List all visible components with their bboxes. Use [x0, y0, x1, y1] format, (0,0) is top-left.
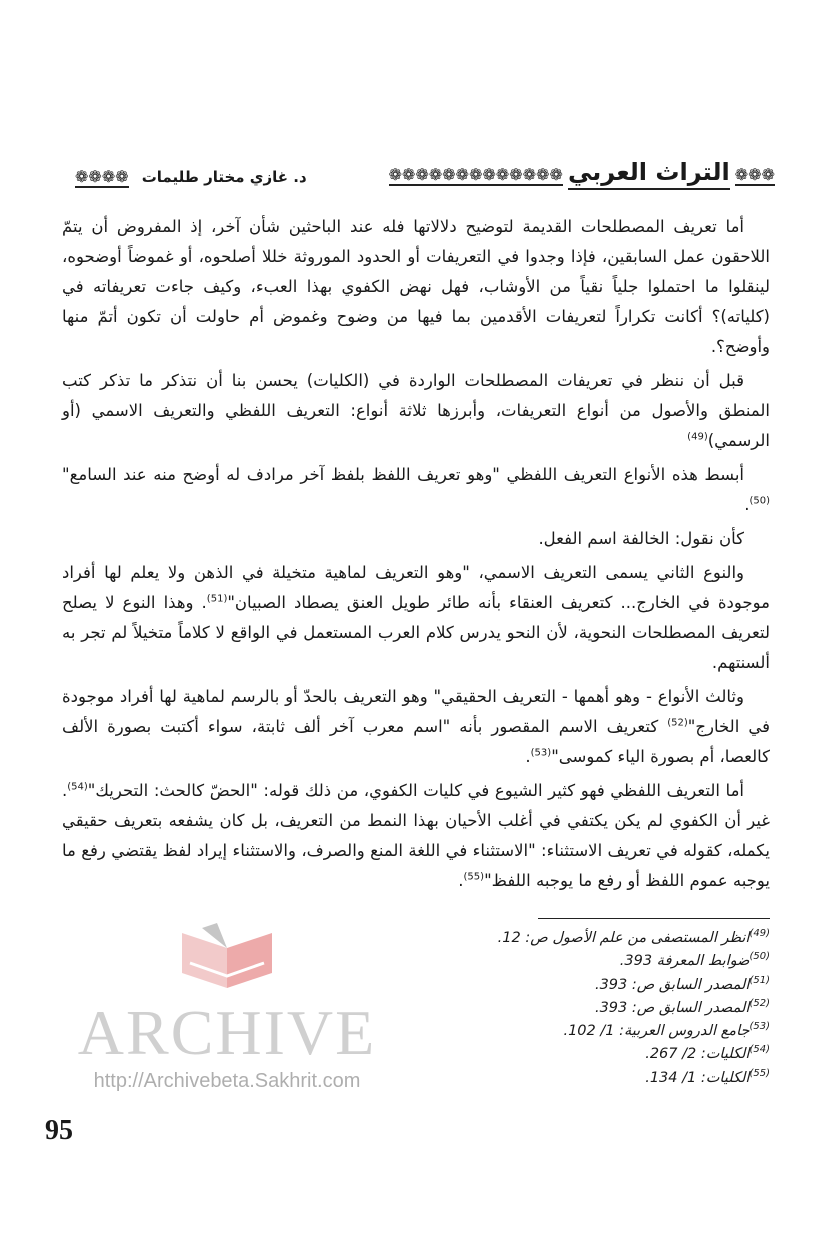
paragraph-text: والنوع الثاني يسمى التعريف الاسمي، "وهو التعريف لماهية متخيلة في الذهن ولا يعلم لها أفراد موجودة في الخارج... كتعريف العنقاء بأنه طائر طويل العنق يصطاد الصبيان" — [62, 563, 770, 612]
paragraph-text: قبل أن ننظر في تعريفات المصطلحات الواردة في (الكليات) يحسن بنا أن نتذكر ما تذكر كتب المنطق والأصول من أنواع التعريفات، وأبرزها ثلاثة أنواع: التعريف اللفظي والتعريف الاسمي (أو الرسمي) — [62, 371, 770, 450]
ornament-stars: ❁❁❁❁ — [75, 167, 129, 186]
footnotes — [497, 927, 770, 1090]
footnote-number: (53) — [749, 1021, 770, 1033]
footnote — [520, 974, 770, 997]
footnote-number: (50) — [749, 951, 770, 963]
footnote-text: انظر المستصفى من علم الأصول ص: 12. — [497, 930, 750, 946]
paragraph — [62, 366, 770, 456]
footnotes-column — [497, 918, 770, 1090]
author-name: د. غازي مختار طليمات — [141, 168, 307, 186]
paragraph-text: كتعريف الاسم المقصور بأنه "اسم معرب آخر ألف ثابتة، سواء أكتبت بصورة الألف كالعصا، أم بصورة الياء كموسى" — [62, 717, 770, 766]
paragraph-text: أما التعريف اللفظي فهو كثير الشيوع في كليات الكفوي، من ذلك قوله: "الحضّ كالحث: التحريك" — [87, 781, 744, 800]
paragraph-text: . وهذا النوع لا يصلح لتعريف المصطلحات النحوية، لأن النحو يدرس كلام العرب المستعمل في الواقع لا كلاماً متخيلاً لم تجر به ألسنتهم. — [62, 593, 770, 672]
watermark-text: ARCHIVE — [77, 997, 377, 1068]
ornament-stars: ❁❁❁❁❁❁❁❁❁❁❁❁❁ — [388, 165, 563, 184]
archive-book-logo-icon — [172, 918, 282, 998]
paragraph — [62, 524, 770, 554]
footnote — [520, 1067, 770, 1090]
footnote-number: (49) — [749, 928, 770, 940]
footnote-ref: (50) — [749, 495, 770, 507]
paragraph — [62, 460, 770, 520]
footnote-number: (51) — [749, 974, 770, 986]
paragraph — [62, 558, 770, 678]
page-number: 95 — [45, 1115, 73, 1146]
paragraph — [62, 212, 770, 362]
footnote-ref: (53) — [530, 747, 552, 759]
footnote — [520, 1043, 770, 1066]
ornament-stars: ❁❁❁ — [734, 165, 775, 184]
footnote-text: ضوابط المعرفة 393. — [619, 953, 750, 970]
footnote-text: جامع الدروس العربية: 1/ 102. — [563, 1023, 750, 1040]
journal-title: التراث العربي — [568, 158, 730, 190]
paragraph-text: . غير أن الكفوي لم يكن يكتفي في أغلب الأحيان بهذا النمط من التعريف، بل كان يشفعه بتعريف حقيقي يكمله، كقوله في تعريف الاستثناء: "الاستثناء في اللغة المنع والصرف، والاستثناء إيراد لفظ يقتضي رفع ما يوجبه عموم اللفظ أو رفع ما يوجبه اللفظ" — [62, 781, 770, 890]
footnote-number: (54) — [749, 1044, 770, 1056]
header-title-group — [389, 158, 775, 186]
footnote-text: المصدر السابق ص: 393. — [594, 976, 750, 993]
paragraph-text: كأن نقول: الخالفة اسم الفعل. — [538, 529, 744, 548]
paragraph-text: . — [458, 871, 464, 890]
footnote — [520, 997, 770, 1020]
paragraph — [62, 776, 770, 896]
running-header — [75, 150, 775, 186]
footnote-ref: (52) — [667, 717, 688, 729]
paragraph-text: وثالث الأنواع - وهو أهمها - التعريف الحقيقي" وهو التعريف بالحدّ أو بالرسم لماهية لها أفراد موجودة في الخارج" — [62, 687, 770, 736]
footnote-ref: (51) — [206, 593, 228, 605]
footnote-text: المصدر السابق ص: 393. — [594, 999, 750, 1016]
watermark — [62, 918, 392, 1094]
footnote-ref: (49) — [687, 431, 708, 443]
paragraph-text: . — [525, 747, 531, 766]
footnote-separator — [538, 918, 770, 919]
footnote — [520, 950, 770, 973]
footnote-number: (52) — [749, 998, 770, 1010]
footnote-ref: (55) — [463, 871, 485, 883]
footnote — [520, 1020, 770, 1043]
article-body — [62, 212, 770, 896]
footnote — [497, 927, 770, 950]
paragraph-text: أما تعريف المصطلحات القديمة لتوضيح دلالاتها فله عند الباحثين شأن آخر، إذ المفروض أن يتمّ اللاحقون عمل السابقين، فإذا وجدوا في التعريفات أو الحدود الموروثة خللا أصلحوه، أو غموضاً أوضحوه، لينقلوا ما احتملوا جلياً نقياً من الأوشاب، فهل نهض الكفوي بهذا العبء، وكيف جاءت تعريفاته في (كلياته)؟ أكانت تكراراً لتعريفات الأقدمين بما فيها من وضوح وغموض أم حاولت أن تكون أتمّ منها وأوضح؟. — [62, 217, 770, 356]
footnote-text: الكليات: 2/ 267. — [645, 1046, 750, 1063]
paragraph-text: أبسط هذه الأنواع التعريف اللفظي "وهو تعريف اللفظ بلفظ آخر مرادف له أوضح منه عند السامع" — [62, 465, 744, 484]
watermark-url: http://Archivebeta.Sakhrit.com — [93, 1070, 361, 1092]
footnote-text: الكليات: 1/ 134. — [645, 1069, 750, 1086]
header-author-group — [75, 167, 307, 186]
page-bottom — [62, 918, 770, 1094]
footnote-ref: (54) — [67, 781, 88, 793]
paragraph-text: . — [744, 495, 750, 514]
footnote-number: (55) — [749, 1067, 770, 1079]
paragraph — [62, 682, 770, 772]
